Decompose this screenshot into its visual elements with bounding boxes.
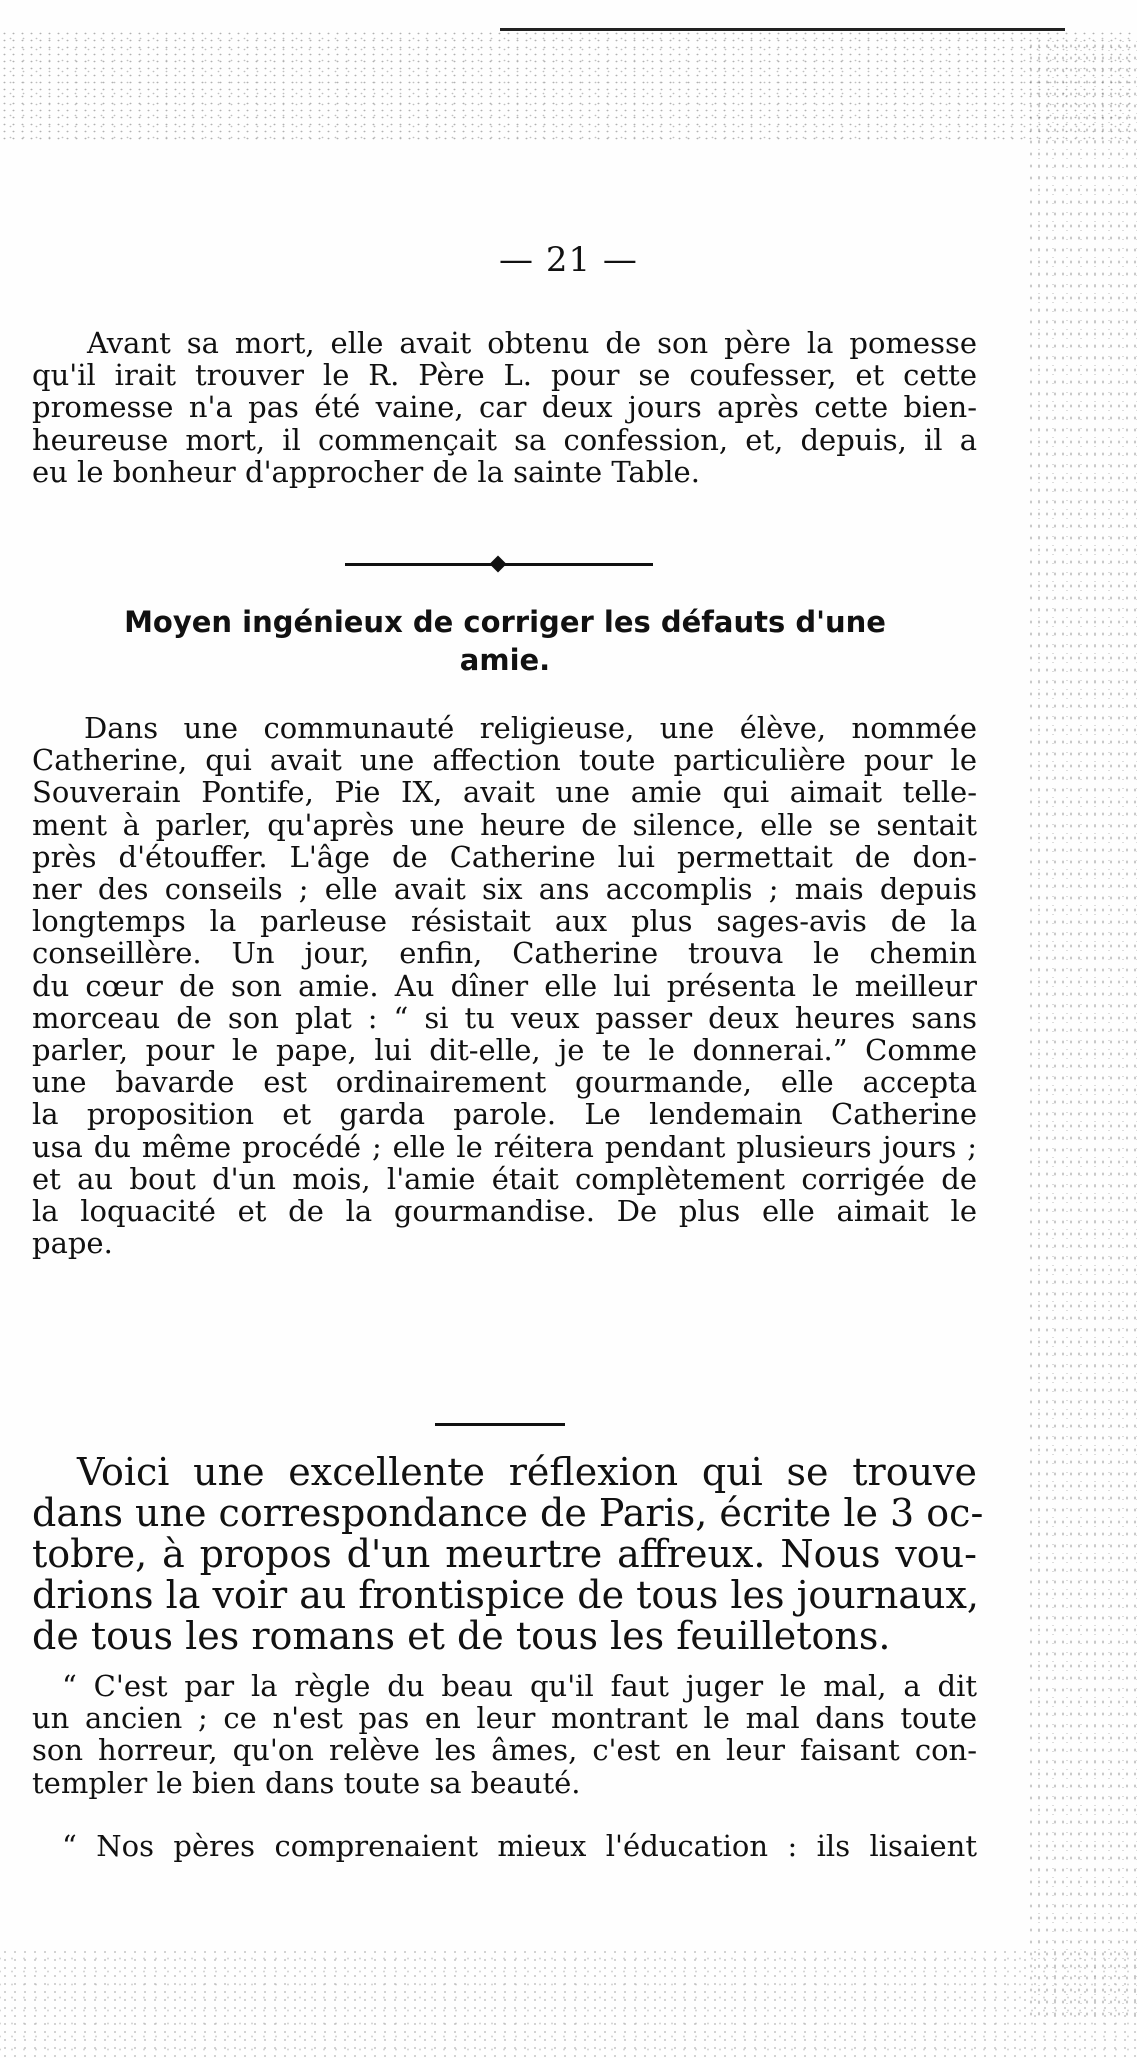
text-line: parler, pour le pape, lui dit-elle, je te le donnerai.” Comme bbox=[32, 1033, 977, 1068]
text-line: tobre, à propos d'un meurtre affreux. Nous vou- bbox=[32, 1532, 977, 1576]
text-line: conseillère. Un jour, enfin, Catherine trouva le chemin bbox=[32, 936, 977, 971]
text-line: la proposition et garda parole. Le lendemain Catherine bbox=[32, 1097, 977, 1132]
text-line: Voici une excellente réflexion qui se trouve bbox=[77, 1450, 977, 1494]
text-line: Souverain Pontife, Pie IX, avait une amie qui aimait telle- bbox=[32, 775, 977, 810]
text-line: et au bout d'un mois, l'amie était complètement corrigée de bbox=[32, 1161, 977, 1196]
text-line: “ Nos pères comprenaient mieux l'éducation : ils lisaient bbox=[62, 1829, 977, 1863]
text-line: drions la voir au frontispice de tous les journaux, bbox=[32, 1573, 979, 1617]
anecdote-paragraph bbox=[32, 712, 977, 1259]
text-line: de tous les romans et de tous les feuilletons. bbox=[32, 1614, 891, 1658]
section-title-line: Moyen ingénieux de corriger les défauts d'une bbox=[124, 605, 886, 639]
section-title-line: amie. bbox=[459, 643, 551, 677]
text-line: usa du même procédé ; elle le réitera pendant plusieurs jours ; bbox=[32, 1129, 977, 1164]
text-line: promesse n'a pas été vaine, car deux jours après cette bien- bbox=[32, 390, 977, 425]
text-line: Catherine, qui avait une affection toute particulière pour le bbox=[32, 743, 977, 778]
quote-paragraph bbox=[32, 1830, 977, 1862]
page-number: — 21 — bbox=[499, 240, 638, 280]
intro-paragraph bbox=[32, 327, 977, 488]
text-line: pape. bbox=[32, 1226, 113, 1261]
text-line: eu le bonheur d'approcher de la sainte Table. bbox=[32, 454, 700, 489]
text-line: un ancien ; ce n'est pas en leur montrant le mal dans toute bbox=[32, 1701, 977, 1736]
text-line: templer le bien dans toute sa beauté. bbox=[32, 1765, 581, 1800]
text-line: Dans une communauté religieuse, une élève, nommée bbox=[84, 711, 977, 745]
text-line: Avant sa mort, elle avait obtenu de son père la pomesse bbox=[87, 326, 977, 360]
text-line: “ C'est par la règle du beau qu'il faut juger le mal, a dit bbox=[62, 1669, 977, 1703]
text-line: longtemps la parleuse résistait aux plus sages-avis de la bbox=[32, 904, 977, 939]
text-line: près d'étouffer. L'âge de Catherine lui permettait de don- bbox=[32, 839, 977, 874]
text-line: qu'il irait trouver le R. Père L. pour se coufesser, et cette bbox=[32, 358, 977, 393]
scan-noise-bottom bbox=[0, 1948, 1137, 2058]
separator-ornament bbox=[490, 556, 507, 573]
text-line: dans une correspondance de Paris, écrite le 3 oc- bbox=[32, 1491, 984, 1535]
text-line: ment à parler, qu'après une heure de silence, elle se sentait bbox=[32, 807, 977, 842]
text-line: une bavarde est ordinairement gourmande, elle accepta bbox=[32, 1065, 977, 1100]
text-line: heureuse mort, il commençait sa confession, et, depuis, il a bbox=[32, 422, 977, 457]
text-line: son horreur, qu'on relève les âmes, c'est en leur faisant con- bbox=[32, 1733, 977, 1768]
header-rule bbox=[500, 28, 1065, 31]
section-separator bbox=[435, 1423, 565, 1426]
text-line: du cœur de son amie. Au dîner elle lui présenta le meilleur bbox=[32, 968, 977, 1003]
section-title bbox=[60, 603, 950, 679]
quote-paragraph bbox=[32, 1670, 977, 1799]
text-line: la loquacité et de la gourmandise. De plus elle aimait le bbox=[32, 1194, 977, 1229]
scan-noise-right bbox=[1027, 40, 1137, 2020]
reflexion-paragraph bbox=[32, 1450, 984, 1658]
scan-noise-top bbox=[0, 30, 1137, 140]
text-line: morceau de son plat : “ si tu veux passer deux heures sans bbox=[32, 1000, 977, 1035]
text-line: ner des conseils ; elle avait six ans accomplis ; mais depuis bbox=[32, 872, 977, 907]
